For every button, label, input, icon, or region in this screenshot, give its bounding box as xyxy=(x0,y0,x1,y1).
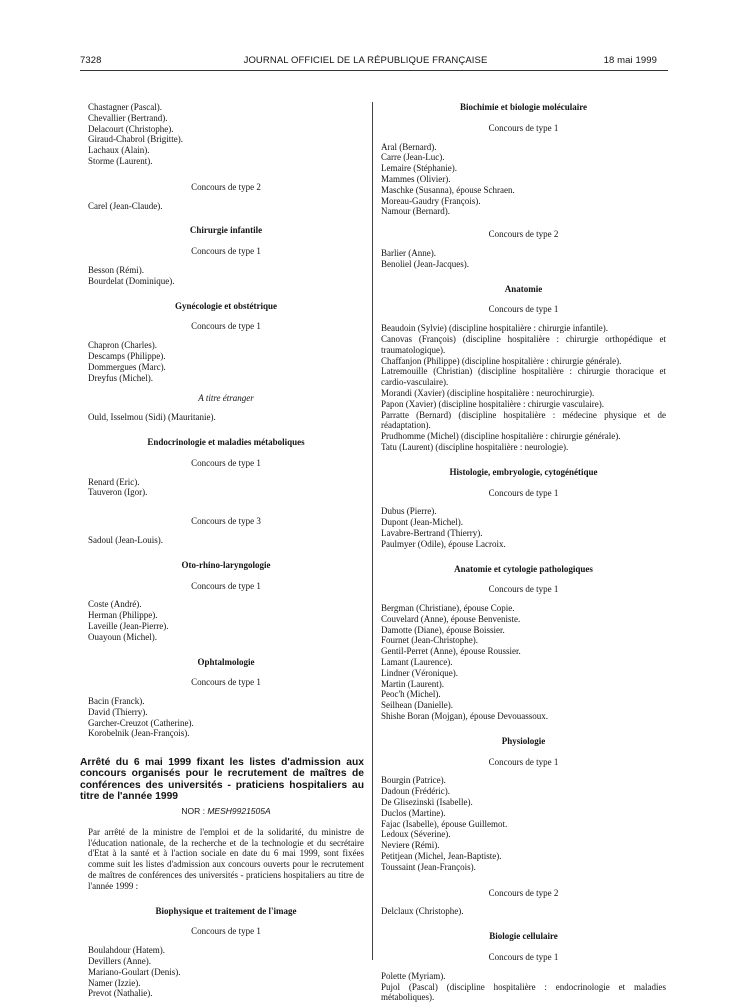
nor-reference xyxy=(88,806,364,817)
list-item: Renard (Eric). xyxy=(88,476,140,487)
list-item: Korobelnik (Jean-François). xyxy=(88,728,190,739)
list-item: Herman (Philippe). xyxy=(88,610,158,621)
list-item: Namer (Izzie). xyxy=(88,977,141,988)
list-item: Dadoun (Frédéric). xyxy=(381,786,450,797)
concours-label: Concours de type 1 xyxy=(488,756,559,767)
list-item: Giraud-Chabrol (Brigitte). xyxy=(88,134,183,145)
list-item: Lamant (Laurence). xyxy=(381,657,453,668)
section-title: Physiologie xyxy=(501,735,546,746)
nor-label: NOR : xyxy=(181,806,205,817)
list-item: Chaffanjon (Philippe) (discipline hospitalière : chirurgie générale). xyxy=(381,355,622,366)
list-item: Lachaux (Alain). xyxy=(88,145,150,156)
list-item: Maschke (Susanna), épouse Schraen. xyxy=(381,184,515,195)
list-item: Fajac (Isabelle), épouse Guillemot. xyxy=(381,818,508,829)
list-item: Laveille (Jean-Pierre). xyxy=(88,620,169,631)
list-item: Fournet (Jean-Christophe). xyxy=(381,635,478,646)
list-item: Moreau-Gaudry (François). xyxy=(381,195,481,206)
section-title: Ophtalmologie xyxy=(197,656,255,667)
concours-label: Concours de type 1 xyxy=(191,246,261,257)
left-column xyxy=(80,102,364,999)
section-title: Anatomie et cytologie pathologiques xyxy=(454,563,593,574)
list-item: Chevallier (Bertrand). xyxy=(88,112,168,123)
list-item: Parratte (Bernard) (discipline hospitalière : médecine physique et de réadaptation). xyxy=(381,409,666,431)
arrete-title: Arrêté du 6 mai 1999 fixant les listes d'admission aux concours organisés pour le recrutement de maîtres de conférences des universités - praticiens hospitaliers au titre de l'année 1999 xyxy=(80,757,364,802)
concours-label: Concours de type 1 xyxy=(488,487,559,498)
list-item: Benoliel (Jean-Jacques). xyxy=(381,258,469,269)
list-item: Bergman (Christiane), épouse Copie. xyxy=(381,603,515,614)
list-item: Garcher-Creuzot (Catherine). xyxy=(88,717,194,728)
list-item: Lemaire (Stéphanie). xyxy=(381,163,457,174)
page-number: 7328 xyxy=(80,55,102,66)
list-item: Ledoux (Séverine). xyxy=(381,829,451,840)
list-item: Shishe Boran (Mojgan), épouse Devouassoux. xyxy=(381,711,548,722)
list-item: Damotte (Diane), épouse Boissier. xyxy=(381,624,505,635)
list-item: Barlier (Anne). xyxy=(381,247,436,258)
list-item: Lavabre-Bertrand (Thierry). xyxy=(381,527,483,538)
list-item: Morandi (Xavier) (discipline hospitalière : neurochirurgie). xyxy=(381,387,595,398)
concours-label: Concours de type 1 xyxy=(191,321,261,332)
list-item: Couvelard (Anne), épouse Benveniste. xyxy=(381,613,521,624)
list-item: Latremouille (Christian) (discipline hospitalière : chirurgie thoracique et cardio-vasculaire). xyxy=(381,366,666,388)
section-title: Oto-rhino-laryngologie xyxy=(181,559,271,570)
list-item: Canovas (François) (discipline hospitalière : chirurgie orthopédique et traumatologique). xyxy=(381,333,666,355)
list-item: De Glisezinski (Isabelle). xyxy=(381,797,473,808)
section-title: Endocrinologie et maladies métaboliques xyxy=(147,436,305,447)
list-item: Gentil-Perret (Anne), épouse Roussier. xyxy=(381,646,521,657)
column-separator xyxy=(372,102,373,960)
list-item: David (Thierry). xyxy=(88,706,148,717)
list-item: Dupont (Jean-Michel). xyxy=(381,517,463,528)
list-item: Neviere (Rémi). xyxy=(381,840,440,851)
list-item: Delacourt (Christophe). xyxy=(88,123,174,134)
header-rule xyxy=(80,70,668,71)
section-title: Anatomie xyxy=(504,283,543,294)
section-title: Gynécologie et obstétrique xyxy=(175,300,277,311)
list-item: Dreyfus (Michel). xyxy=(88,372,153,383)
nor-code: MESH9921505A xyxy=(207,806,271,817)
section-title: Chirurgie infantile xyxy=(189,225,263,236)
list-item: Beaudoin (Sylvie) (discipline hospitalière : chirurgie infantile). xyxy=(381,323,609,334)
list-item: Lindner (Véronique). xyxy=(381,667,458,678)
etranger-label: A titre étranger xyxy=(198,393,254,404)
list-item: Descamps (Philippe). xyxy=(88,350,166,361)
list-item: Carel (Jean-Claude). xyxy=(88,200,163,211)
list-item: Aral (Bernard). xyxy=(381,141,437,152)
list-item: Devillers (Anne). xyxy=(88,956,151,967)
list-item: Bourgin (Patrice). xyxy=(381,775,446,786)
concours-label: Concours de type 1 xyxy=(191,580,261,591)
concours-label: Concours de type 1 xyxy=(488,122,559,133)
list-item: Chastagner (Pascal). xyxy=(88,102,162,112)
list-item: Carre (Jean-Luc). xyxy=(381,152,445,163)
section-title: Biologie cellulaire xyxy=(489,931,558,942)
list-item: Toussaint (Jean-François). xyxy=(381,861,476,872)
list-item: Ouayoun (Michel). xyxy=(88,631,157,642)
concours-label: Concours de type 1 xyxy=(488,584,559,595)
name-list xyxy=(88,102,364,167)
list-item: Besson (Rémi). xyxy=(88,264,144,275)
list-item: Chapron (Charles). xyxy=(88,340,157,351)
concours-label: Concours de type 3 xyxy=(191,516,261,527)
list-item: Pujol (Pascal) (discipline hospitalière : endocrinologie et maladies métaboliques). xyxy=(381,981,666,1003)
list-item: Ould, Isselmou (Sidi) (Mauritanie). xyxy=(88,412,216,423)
list-item: Seilhean (Danielle). xyxy=(381,700,453,711)
arrete-paragraph: Par arrêté de la ministre de l'emploi et de la solidarité, du ministre de l'éducation nationale, de la recherche et de la technologie et du secrétaire d'Etat à la santé et à l'action sociale en date du 6 mai 1999, sont fixées comme suit les listes d'admission aux concours ouverts pour le recrutement de maîtres de conférences des universités - praticiens hospitaliers au titre de l'année 1999 : xyxy=(88,826,364,891)
list-item: Mariano-Goulart (Denis). xyxy=(88,966,181,977)
list-item: Mammes (Olivier). xyxy=(381,173,451,184)
concours-label: Concours de type 2 xyxy=(488,229,559,240)
concours-label: Concours de type 2 xyxy=(191,181,261,192)
list-item: Coste (André). xyxy=(88,599,142,610)
list-item: Duclos (Martine). xyxy=(381,807,446,818)
list-item: Papon (Xavier) (discipline hospitalière : chirurgie vasculaire). xyxy=(381,398,605,409)
list-item: Bacin (Franck). xyxy=(88,696,145,707)
list-item: Dommergues (Marc). xyxy=(88,361,166,372)
list-item: Namour (Bernard). xyxy=(381,206,450,217)
list-item: Polette (Myriam). xyxy=(381,970,446,981)
list-item: Tauveron (Igor). xyxy=(88,487,148,498)
concours-label: Concours de type 1 xyxy=(191,677,261,688)
list-item: Boulahdour (Hatem). xyxy=(88,945,165,956)
list-item: Prudhomme (Michel) (discipline hospitalière : chirurgie générale). xyxy=(381,431,621,442)
list-item: Delclaux (Christophe). xyxy=(381,906,464,917)
concours-label: Concours de type 1 xyxy=(191,926,261,937)
section-title: Histologie, embryologie, cytogénétique xyxy=(449,466,598,477)
list-item: Sadoul (Jean-Louis). xyxy=(88,534,163,545)
list-item: Dubus (Pierre). xyxy=(381,506,437,517)
list-item: Martin (Laurent). xyxy=(381,678,444,689)
concours-label: Concours de type 1 xyxy=(488,952,559,963)
section-title: Biophysique et traitement de l'image xyxy=(155,905,297,916)
concours-label: Concours de type 1 xyxy=(191,457,261,468)
list-item: Peoc'h (Michel). xyxy=(381,689,441,700)
section-title: Biochimie et biologie moléculaire xyxy=(459,102,588,112)
concours-label: Concours de type 2 xyxy=(488,887,559,898)
right-column xyxy=(381,102,666,1003)
list-item: Petitjean (Michel, Jean-Baptiste). xyxy=(381,851,502,862)
list-item: Prevot (Nathalie). xyxy=(88,988,153,999)
journal-title: JOURNAL OFFICIEL DE LA RÉPUBLIQUE FRANÇAISE xyxy=(243,55,488,66)
list-item: Tatu (Laurent) (discipline hospitalière : neurologie). xyxy=(381,441,569,452)
list-item: Bourdelat (Dominique). xyxy=(88,275,175,286)
list-item: Storme (Laurent). xyxy=(88,155,153,166)
issue-date: 18 mai 1999 xyxy=(603,55,657,66)
list-item: Paulmyer (Odile), épouse Lacroix. xyxy=(381,538,506,549)
concours-label: Concours de type 1 xyxy=(488,304,559,315)
